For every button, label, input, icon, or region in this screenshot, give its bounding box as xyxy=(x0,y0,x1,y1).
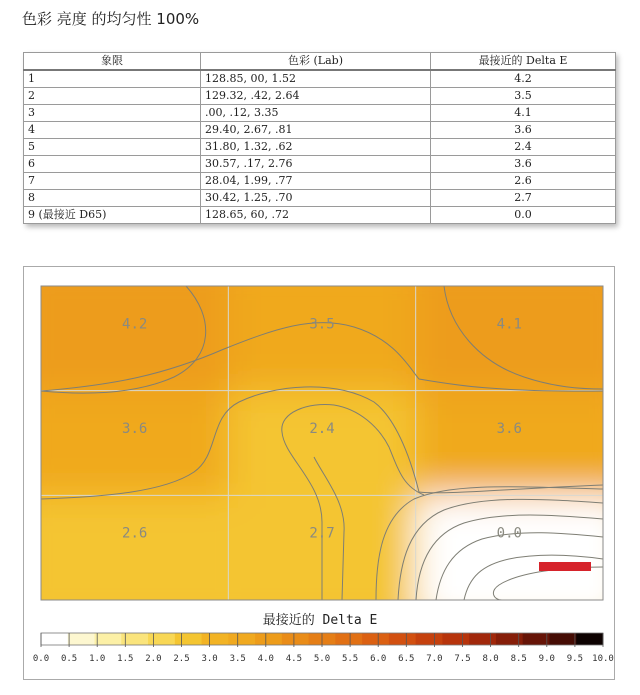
zone-cell: 8 xyxy=(24,190,201,207)
delta-e-cell: 3.6 xyxy=(431,122,616,139)
colorbar-swatch xyxy=(549,633,576,645)
colorbar-swatch xyxy=(442,633,469,645)
colorbar-swatch xyxy=(335,633,362,645)
colorbar-tick-label: 8.0 xyxy=(482,654,499,664)
colorbar-swatch xyxy=(469,633,496,645)
measurement-table xyxy=(23,52,615,224)
lab-cell: 129.32, .42, 2.64 xyxy=(201,88,431,105)
colorbar-tick-label: 7.0 xyxy=(426,654,443,664)
colorbar-tick-label: 6.0 xyxy=(370,654,387,664)
lab-cell: .00, .12, 3.35 xyxy=(201,105,431,122)
colorbar-tick-label: 5.5 xyxy=(341,654,359,664)
page-title: 色彩 亮度 的均匀性 100% xyxy=(22,10,200,28)
lab-cell: 30.42, 1.25, .70 xyxy=(201,190,431,207)
lab-cell: 29.40, 2.67, .81 xyxy=(201,122,431,139)
colorbar-title: 最接近的 Delta E xyxy=(262,613,378,628)
delta-e-cell: 0.0 xyxy=(431,207,616,224)
lab-cell: 30.57, .17, 2.76 xyxy=(201,156,431,173)
lab-cell: 128.85, 00, 1.52 xyxy=(201,70,431,88)
delta-e-cell: 3.5 xyxy=(431,88,616,105)
colorbar-swatch xyxy=(68,633,95,645)
colorbar-tick-label: 2.0 xyxy=(145,654,162,664)
colorbar-tick-label: 0.0 xyxy=(32,654,50,664)
colorbar-swatch xyxy=(362,633,389,645)
table-header-row xyxy=(24,53,616,71)
heatmap-cell xyxy=(24,391,228,496)
colorbar-swatch xyxy=(228,633,255,645)
delta-e-cell: 2.7 xyxy=(431,190,616,207)
colorbar-swatch xyxy=(496,633,523,645)
colorbar-tick-label: 8.5 xyxy=(510,654,527,664)
table-row xyxy=(24,70,616,88)
table-row xyxy=(24,173,616,190)
colorbar-tick-label: 6.5 xyxy=(398,654,415,664)
colorbar-tick-label: 3.5 xyxy=(229,654,246,664)
zone-cell: 4 xyxy=(24,122,201,139)
uniformity-heatmap-svg xyxy=(24,267,614,679)
lab-cell: 28.04, 1.99, .77 xyxy=(201,173,431,190)
colorbar-swatch xyxy=(41,633,68,645)
colorbar-swatch xyxy=(95,633,122,645)
lab-cell: 31.80, 1.32, .62 xyxy=(201,139,431,156)
delta-e-cell: 3.6 xyxy=(431,156,616,173)
lab-cell: 128.65, 60, .72 xyxy=(201,207,431,224)
reference-marker xyxy=(539,562,591,571)
delta-e-cell: 4.2 xyxy=(431,70,616,88)
zone-cell: 9 (最接近 D65) xyxy=(24,207,201,224)
colorbar-tick-label: 10.0 xyxy=(592,654,614,664)
zone-value-label: 3.6 xyxy=(496,421,522,437)
delta-e-cell: 2.4 xyxy=(431,139,616,156)
header-lab: 色彩 (Lab) xyxy=(201,53,431,71)
colorbar-swatch xyxy=(175,633,202,645)
table-row xyxy=(24,139,616,156)
colorbar-tick-label: 2.5 xyxy=(173,654,190,664)
colorbar-swatch xyxy=(416,633,443,645)
delta-e-cell: 4.1 xyxy=(431,105,616,122)
colorbar-swatch xyxy=(576,633,603,645)
table-row xyxy=(24,156,616,173)
zone-value-label: 0.0 xyxy=(496,525,522,542)
table-row xyxy=(24,190,616,207)
colorbar-swatch xyxy=(202,633,229,645)
colorbar-tick-label: 9.5 xyxy=(566,654,584,664)
zone-value-label: 2.6 xyxy=(122,525,148,542)
zone-cell: 3 xyxy=(24,105,201,122)
heatmap-cell xyxy=(416,391,614,496)
colorbar-tick-label: 4.0 xyxy=(257,654,274,664)
zone-value-label: 2.7 xyxy=(309,525,335,542)
zone-cell: 1 xyxy=(24,70,201,88)
zone-value-label: 2.4 xyxy=(309,421,335,437)
zone-value-label: 4.1 xyxy=(496,316,522,333)
colorbar-tick-label: 1.5 xyxy=(117,654,134,664)
header-zone: 象限 xyxy=(24,53,201,71)
zone-cell: 7 xyxy=(24,173,201,190)
heatmap-cell xyxy=(228,391,415,496)
table-row xyxy=(24,105,616,122)
colorbar-swatch xyxy=(255,633,282,645)
colorbar-swatch xyxy=(389,633,416,645)
colorbar-swatch xyxy=(148,633,175,645)
zone-cell: 2 xyxy=(24,88,201,105)
colorbar-swatch xyxy=(282,633,309,645)
colorbar-tick-label: 7.5 xyxy=(454,654,471,664)
heatmap-cell xyxy=(24,495,228,630)
colorbar-tick-label: 0.5 xyxy=(60,654,78,664)
delta-e-cell: 2.6 xyxy=(431,173,616,190)
colorbar-tick-label: 5.0 xyxy=(313,654,331,664)
zone-cell: 6 xyxy=(24,156,201,173)
zone-cell: 5 xyxy=(24,139,201,156)
table-row xyxy=(24,88,616,105)
colorbar-tick-label: 4.5 xyxy=(285,654,303,664)
uniformity-chart xyxy=(23,266,615,680)
colorbar-tick-label: 1.0 xyxy=(89,654,106,664)
header-delta-e: 最接近的 Delta E xyxy=(431,53,616,71)
zone-value-label: 3.6 xyxy=(122,421,148,437)
colorbar-tick-label: 3.0 xyxy=(201,654,218,664)
zone-value-label: 4.2 xyxy=(122,316,148,333)
zone-value-label: 3.5 xyxy=(309,316,335,333)
table-row xyxy=(24,122,616,139)
colorbar-swatch xyxy=(523,633,550,645)
colorbar-tick-label: 9.0 xyxy=(538,654,555,664)
table-row xyxy=(24,207,616,224)
